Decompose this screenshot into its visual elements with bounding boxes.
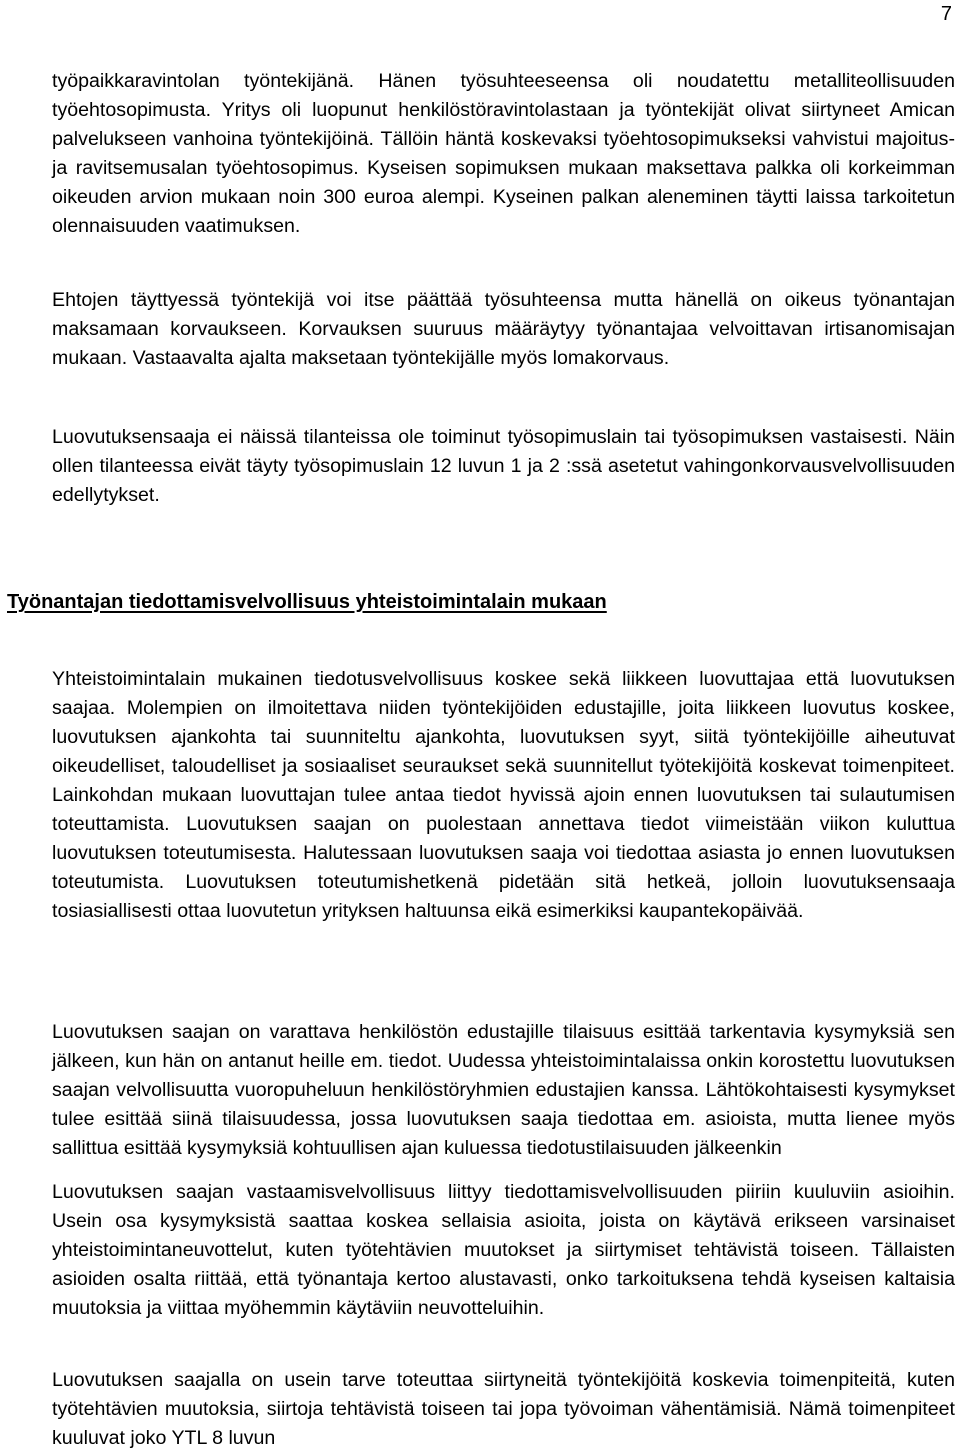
paragraph-case-description: työpaikkaravintolan työntekijänä. Hänen työsuhteeseensa oli noudatettu metalliteollisuuden työehtosopimusta. Yritys oli luopunut henkilöstöravintolastaan ja työntekijät olivat siirtyneet Amican palvelukseen vanhoina työntekijöinä. Tällöin häntä koskevaksi työehtosopimukseksi vahvistui majoitus- ja ravitsemusalan työehtosopimus. Kyseisen sopimuksen mukaan maksettava palkka oli korkeimman oikeuden arvion mukaan noin 300 euroa alempi. Kyseinen palkan aleneminen täytti laissa tarkoitetun olennaisuuden vaatimuksen. bbox=[52, 70, 955, 237]
section-heading: Työnantajan tiedottamisvelvollisuus yhteistoimintalain mukaan bbox=[7, 591, 607, 613]
paragraph-compensation: Ehtojen täyttyessä työntekijä voi itse päättää työsuhteensa mutta hänellä on oikeus työnantajan maksamaan korvaukseen. Korvauksen suuruus määräytyy työnantajaa velvoittavan irtisanomisajan mukaan. Vastaavalta ajalta maksetaan työntekijälle myös lomakorvaus. bbox=[52, 289, 955, 369]
page-number: 7 bbox=[940, 3, 952, 25]
paragraph-answering-duty: Luovutuksen saajan vastaamisvelvollisuus liittyy tiedottamisvelvollisuuden piiriin kuuluviin asioihin. Usein osa kysymyksistä saattaa koskea sellaisia asioita, joista on käytävä erikseen varsinaiset yhteistoimintaneuvottelut, kuten työtehtävien muutokset ja siirtymiset tehtävistä toiseen. Tällaisten asioiden osalta riittää, että työnantaja kertoo alustavasti, onko tarkoituksena tehdä kyseisen kaltaisia muutoksia ja viittaa myöhemmin käytäviin neuvotteluihin. bbox=[52, 1181, 955, 1319]
paragraph-liability: Luovutuksensaaja ei näissä tilanteissa ole toiminut työsopimuslain tai työsopimuksen vastaisesti. Näin ollen tilanteessa eivät täyty työsopimuslain 12 luvun 1 ja 2 :ssä asetetut vahingonkorvausvelvollisuuden edellytykset. bbox=[52, 426, 955, 506]
paragraph-questions: Luovutuksen saajan on varattava henkilöstön edustajille tilaisuus esittää tarkentavia kysymyksiä sen jälkeen, kun hän on antanut heille em. tiedot. Uudessa yhteistoimintalaissa onkin korostettu luovutuksen saajan velvollisuutta vuoropuheluun henkilöstöryhmien edustajien kanssa. Lähtökohtaisesti kysymykset tulee esittää siinä tilaisuudessa, jossa luovutuksen saaja tiedottaa em. asioista, mutta lienee myös sallittua esittää kysymyksiä kohtuullisen ajan kuluessa tiedotustilaisuuden jälkeenkin bbox=[52, 1021, 955, 1159]
paragraph-measures: Luovutuksen saajalla on usein tarve toteuttaa siirtyneitä työntekijöitä koskevia toimenpiteitä, kuten työtehtävien muutoksia, siirtoja tehtävistä toiseen tai jopa työvoiman vähentämisiä. Nämä toimenpiteet kuuluvat joko YTL 8 luvun bbox=[52, 1369, 955, 1449]
paragraph-information-duty: Yhteistoimintalain mukainen tiedotusvelvollisuus koskee sekä liikkeen luovuttajaa että luovutuksen saajaa. Molempien on ilmoitettava niiden työntekijöiden edustajille, joita liikkeen luovutus koskee, luovutuksen ajankohta tai suunniteltu ajankohta, luovutuksen syyt, siitä työntekijöille aiheutuvat oikeudelliset, taloudelliset ja sosiaaliset seuraukset sekä suunnitellut työtekijöitä koskevat toimenpiteet. Lainkohdan mukaan luovuttajan tulee antaa tiedot hyvissä ajoin ennen luovutuksen tai sulautumisen toteuttamista. Luovutuksen saajan on puolestaan annettava tiedot viimeistään viikon kuluttua luovutuksen toteutumisesta. Halutessaan luovutuksen saaja voi tiedottaa asiasta jo ennen luovutuksen toteutumista. Luovutuksen toteutumishetkenä pidetään sitä hetkeä, jolloin luovutuksensaaja tosiasiallisesti ottaa luovutetun yrityksen haltuunsa eikä esimerkiksi kaupantekopäivää. bbox=[52, 668, 955, 922]
